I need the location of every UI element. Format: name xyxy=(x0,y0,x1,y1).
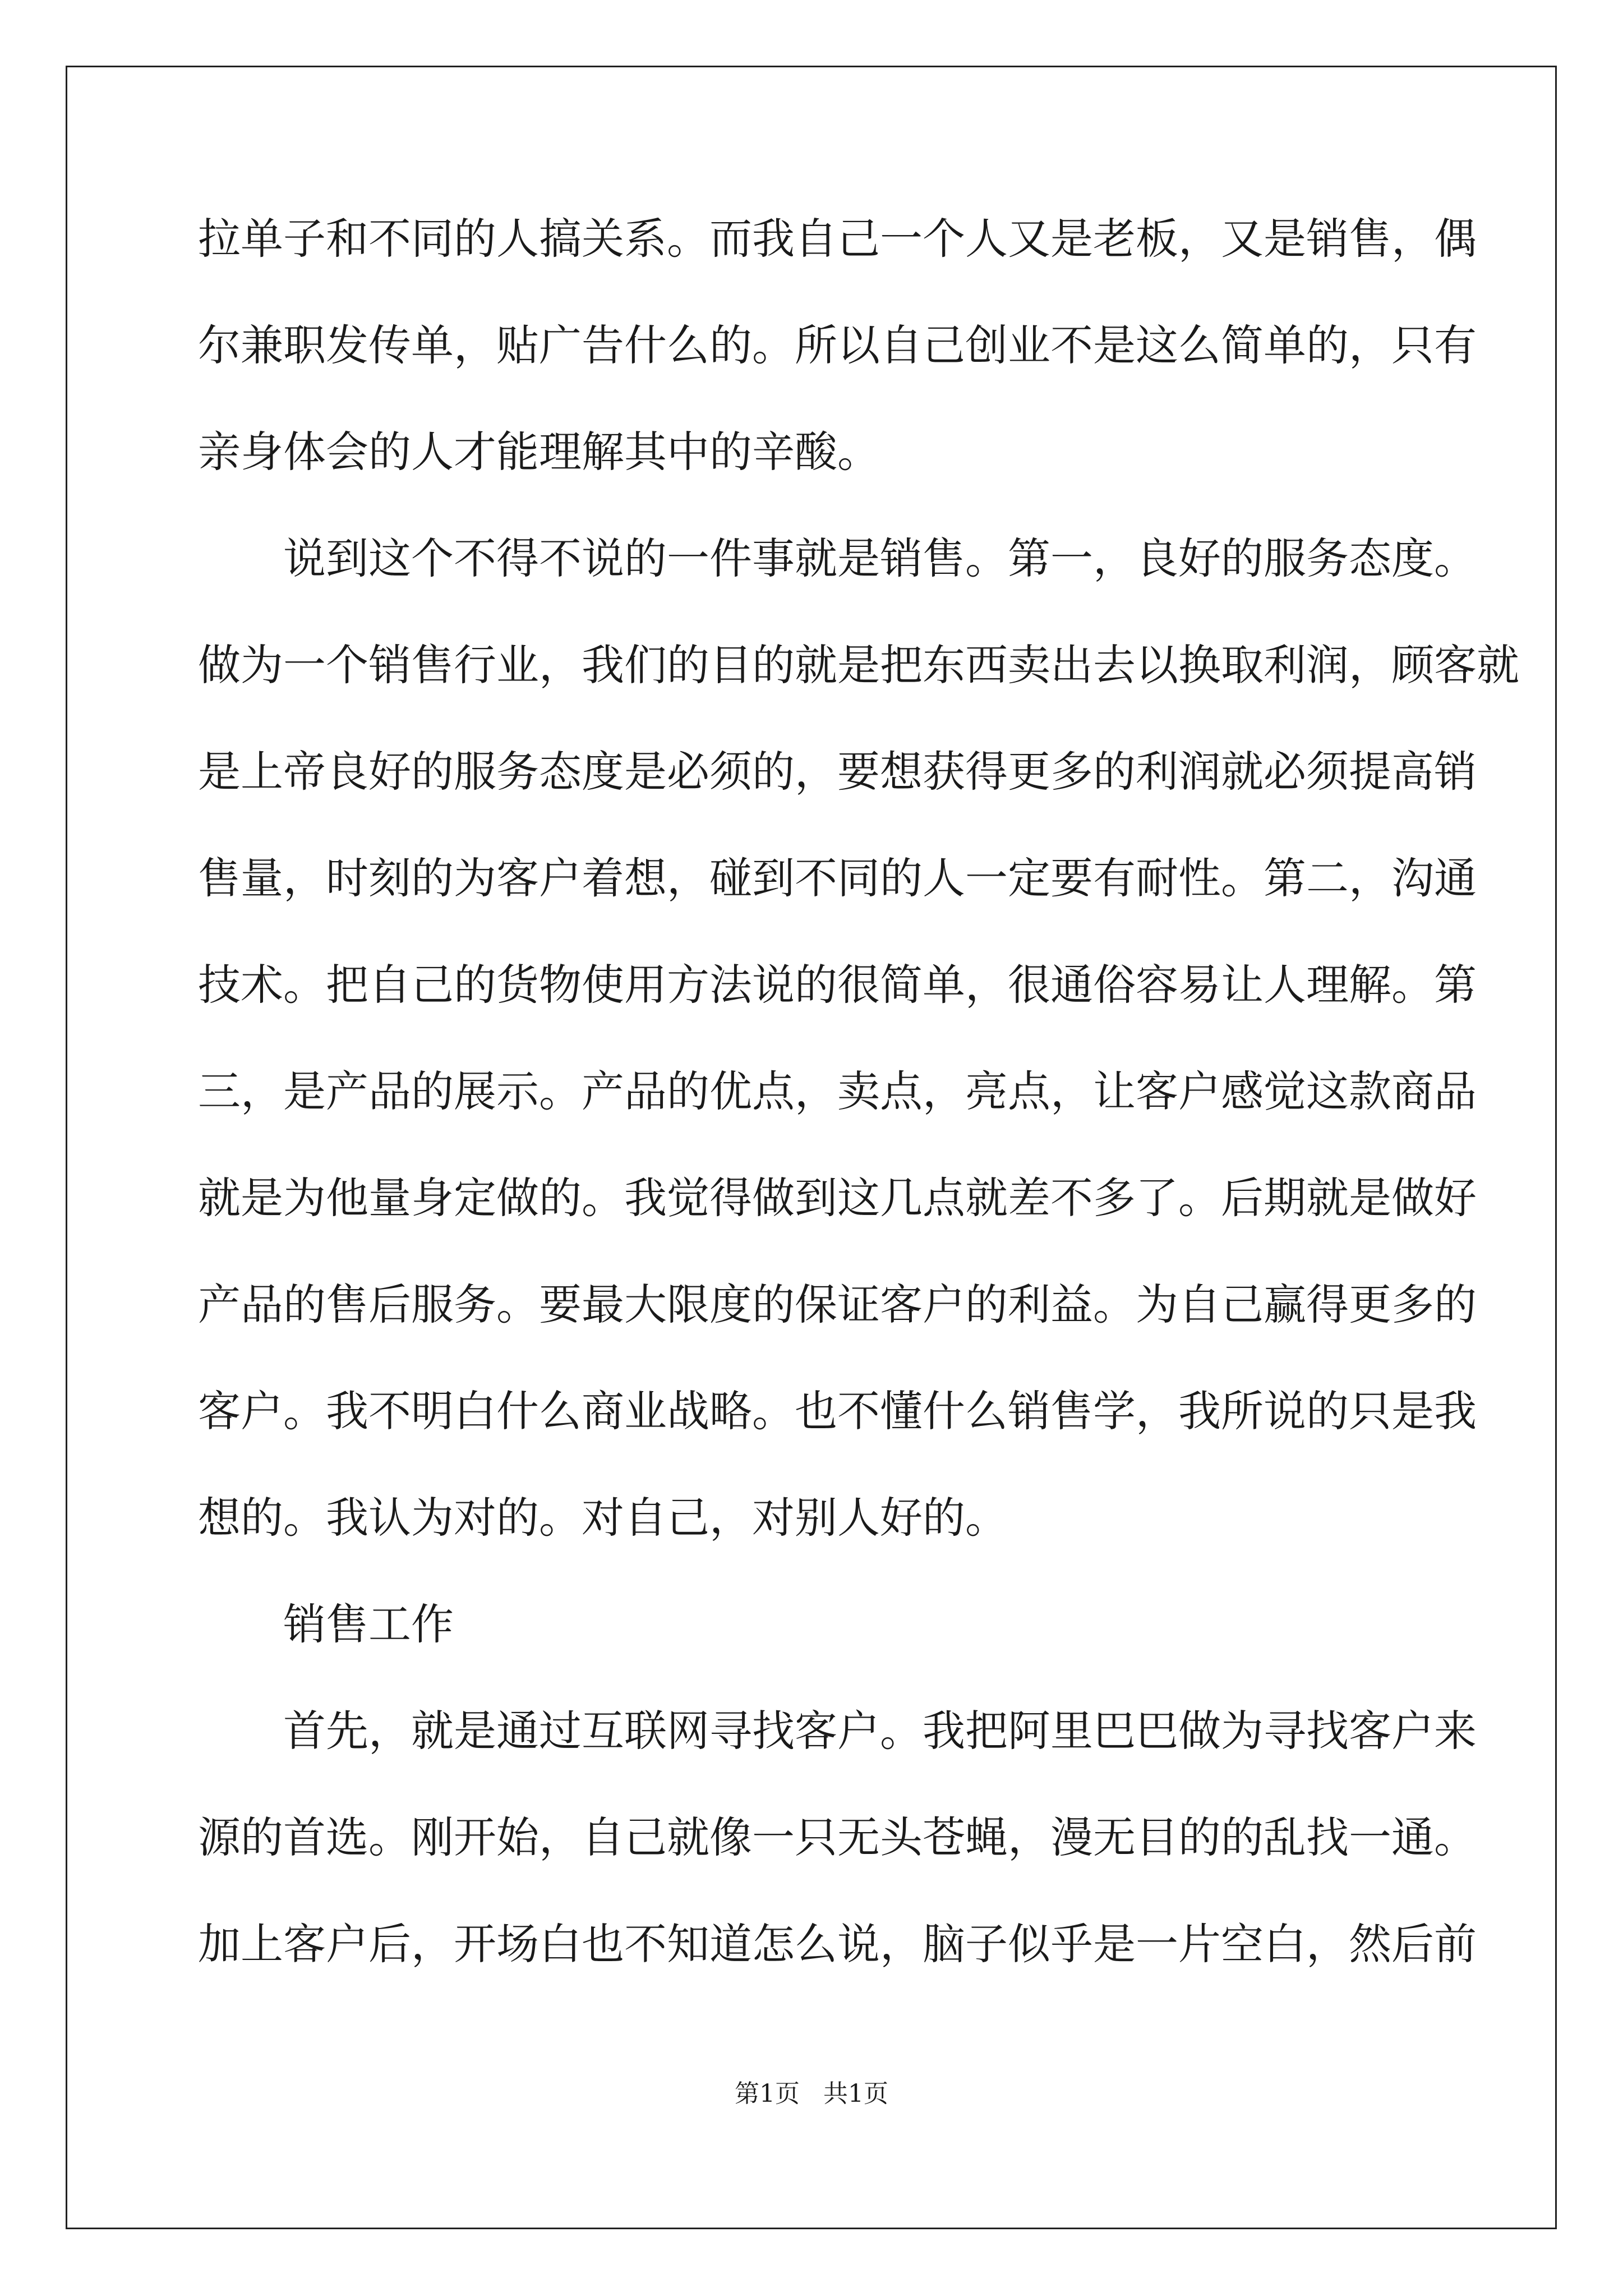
text-line: 尔兼职发传单，贴广告什么的。所以自己创业不是这么简单的，只有 xyxy=(198,320,1477,370)
page-number-footer: 第1页 共1页 xyxy=(735,2079,888,2108)
text-line: 亲身体会的人才能理解其中的辛酸。 xyxy=(198,427,880,477)
text-line: 首先，就是通过互联网寻找客户。我把阿里巴巴做为寻找客户来 xyxy=(283,1706,1477,1756)
text-line: 是上帝良好的服务态度是必须的，要想获得更多的利润就必须提高销 xyxy=(198,747,1477,797)
text-line: 说到这个不得不说的一件事就是销售。第一，良好的服务态度。 xyxy=(283,533,1477,583)
text-line: 售量，时刻的为客户着想，碰到不同的人一定要有耐性。第二，沟通 xyxy=(198,853,1477,903)
text-line: 想的。我认为对的。对自己，对别人好的。 xyxy=(198,1493,1008,1543)
text-line: 就是为他量身定做的。我觉得做到这几点就差不多了。后期就是做好 xyxy=(198,1173,1477,1223)
document-body xyxy=(198,214,1519,2030)
text-line: 源的首选。刚开始，自己就像一只无头苍蝇，漫无目的的乱找一通。 xyxy=(198,1812,1477,1862)
section-heading: 销售工作 xyxy=(283,1599,454,1649)
text-line: 客户。我不明白什么商业战略。也不懂什么销售学，我所说的只是我 xyxy=(198,1386,1477,1436)
text-line: 三，是产品的展示。产品的优点，卖点，亮点，让客户感觉这款商品 xyxy=(198,1066,1477,1116)
text-line: 做为一个销售行业，我们的目的就是把东西卖出去以换取利润，顾客就 xyxy=(198,640,1519,690)
text-line: 拉单子和不同的人搞关系。而我自己一个人又是老板，又是销售，偶 xyxy=(198,214,1477,264)
text-line: 技术。把自己的货物使用方法说的很简单，很通俗容易让人理解。第 xyxy=(198,960,1477,1010)
text-line: 产品的售后服务。要最大限度的保证客户的利益。为自己赢得更多的 xyxy=(198,1280,1477,1329)
text-line: 加上客户后，开场白也不知道怎么说，脑子似乎是一片空白，然后前 xyxy=(198,1919,1477,1969)
